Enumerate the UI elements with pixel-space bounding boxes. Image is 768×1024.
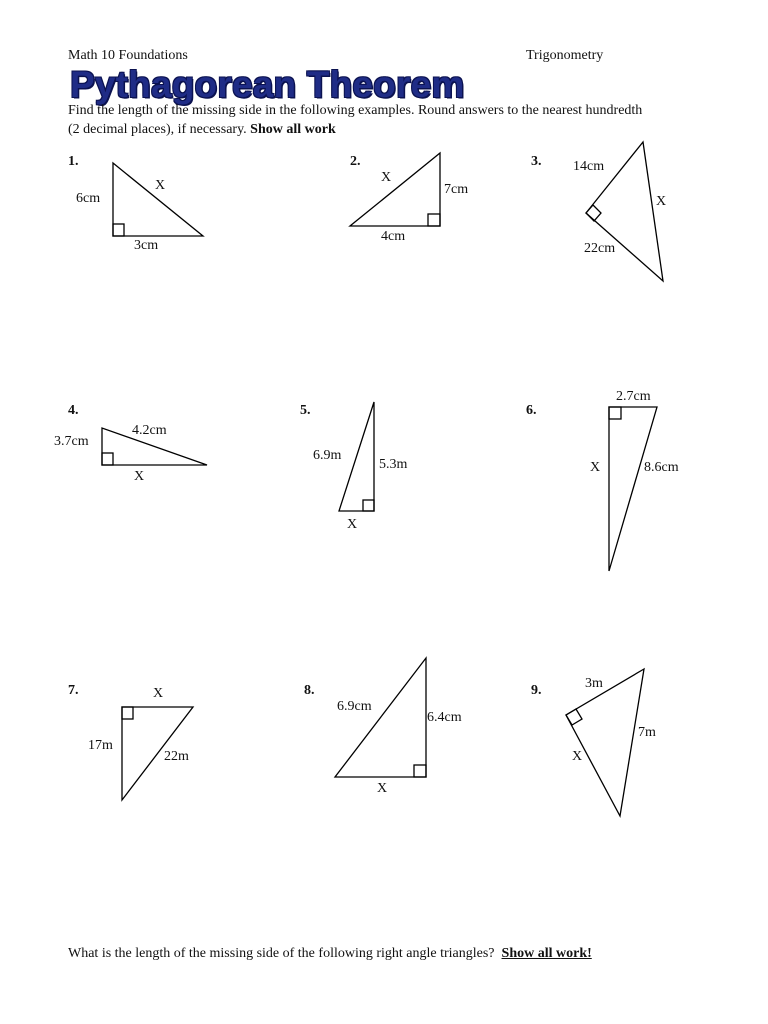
problem-number: 4.: [68, 403, 79, 418]
side-label: 3cm: [134, 238, 159, 253]
right-angle-marker-2: [428, 214, 440, 226]
footer-question-text: What is the length of the missing side of the following right angle triangles?: [68, 946, 495, 961]
right-angle-marker-7: [122, 707, 133, 719]
side-label: 2.7cm: [616, 389, 651, 404]
instructions-text: (2 decimal places), if necessary.: [68, 122, 247, 137]
side-label: X: [590, 460, 601, 475]
problem-number: 5.: [300, 403, 311, 418]
course-name: Math 10 Foundations: [68, 48, 188, 63]
problem-number: 3.: [531, 154, 542, 169]
side-label: 14cm: [573, 159, 605, 174]
side-label: X: [134, 469, 145, 484]
triangle-9: [566, 669, 644, 816]
side-label: 17m: [88, 738, 113, 753]
right-angle-marker-4: [102, 453, 113, 465]
problem-number: 6.: [526, 403, 537, 418]
problem-number: 9.: [531, 683, 542, 698]
side-label: X: [381, 170, 392, 185]
side-label: X: [656, 194, 667, 209]
side-label: 6.9cm: [337, 699, 372, 714]
unit-name: Trigonometry: [526, 48, 604, 63]
side-label: 6cm: [76, 191, 101, 206]
triangle-2: [350, 153, 440, 226]
triangle-1: [113, 163, 203, 236]
footer-question: [68, 946, 592, 962]
problem-number: 8.: [304, 683, 315, 698]
triangle-8: [335, 658, 426, 777]
problem-number: 2.: [350, 154, 361, 169]
right-angle-marker-3: [586, 205, 601, 221]
right-angle-marker-5: [363, 500, 374, 511]
right-angle-marker-1: [113, 224, 124, 236]
side-label: X: [572, 749, 583, 764]
side-label: 3.7cm: [54, 434, 89, 449]
right-angle-marker-9: [566, 709, 582, 725]
side-label: 7m: [638, 725, 656, 740]
side-label: 3m: [585, 676, 603, 691]
side-label: X: [155, 178, 166, 193]
side-label: X: [153, 686, 164, 701]
side-label: X: [377, 781, 388, 796]
triangle-6: [609, 407, 657, 571]
side-label: 22cm: [584, 241, 616, 256]
side-label: 4.2cm: [132, 423, 167, 438]
side-label: 4cm: [381, 229, 406, 244]
instructions-emphasis: Show all work: [250, 122, 336, 137]
triangle-5: [339, 402, 374, 511]
side-label: X: [347, 517, 358, 532]
problem-number: 7.: [68, 683, 79, 698]
side-label: 8.6cm: [644, 460, 679, 475]
footer-emphasis: Show all work!: [501, 946, 592, 961]
side-label: 7cm: [444, 182, 469, 197]
side-label: 6.4cm: [427, 710, 462, 725]
problem-number: 1.: [68, 154, 79, 169]
right-angle-marker-6: [609, 407, 621, 419]
page-title: Pythagorean Theorem: [70, 64, 465, 105]
instructions-line-1: Find the length of the missing side in the following examples. Round answers to the nearest hundredth: [68, 103, 643, 118]
side-label: 5.3m: [379, 457, 408, 472]
side-label: 6.9m: [313, 448, 342, 463]
side-label: 22m: [164, 749, 189, 764]
right-angle-marker-8: [414, 765, 426, 777]
